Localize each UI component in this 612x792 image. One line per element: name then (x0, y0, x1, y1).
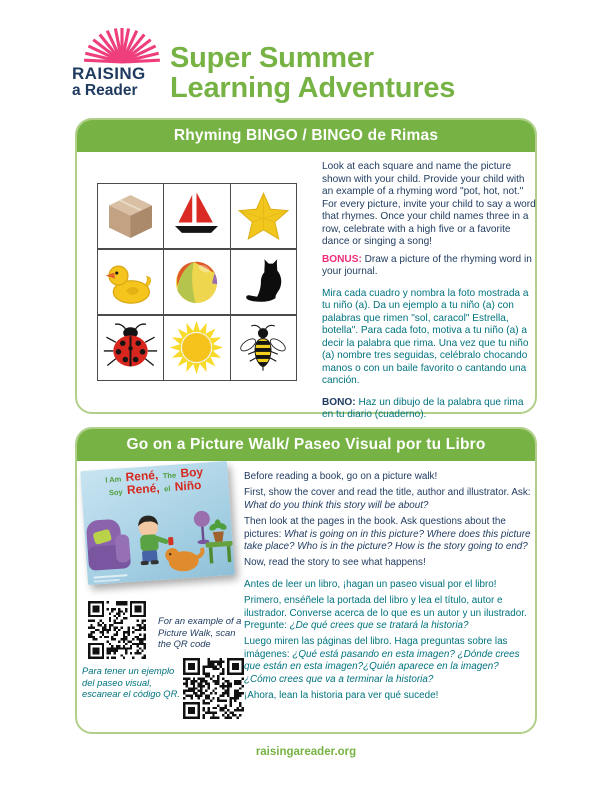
cover-title-word: The (162, 470, 177, 481)
bingo-grid (97, 183, 297, 381)
picture-walk-text (244, 471, 533, 707)
page-title-line2: Learning Adventures (170, 72, 456, 104)
bingo-cell-bee (231, 316, 296, 380)
walk-es-paragraph: Primero, enséñele la portada del libro y lea el título, autor e ilustrador. Converse acerca de lo que es un autor y un ilustrador. Pregunte: ¿De qué crees que se tratará la historia? (244, 595, 527, 632)
cover-title-word: Soy (108, 487, 123, 498)
cover-title-word: René, (125, 467, 159, 485)
book-cover-illustration (83, 495, 235, 585)
walk-en-paragraph: First, show the cover and read the title, author and illustrator. Ask: What do you think this story will be about? (244, 487, 531, 511)
bono-label: BONO: (322, 396, 356, 408)
walk-es-paragraph: Luego miren las páginas del libro. Haga preguntas sobre las imágenes: ¿Qué está pasando en esta imagen? ¿Dónde crees que están en esta imagen?¿Quién aparece en la imagen? ¿Cómo crees que va a terminar la historia? (244, 636, 520, 685)
bingo-bonus-note (322, 254, 537, 279)
logo-text-a-reader: a Reader (72, 82, 138, 99)
qr-code-english (88, 601, 146, 659)
bingo-cell-rubber-duck (98, 250, 163, 314)
bingo-cell-black-cat (231, 250, 296, 314)
ladybug-icon (103, 320, 158, 375)
logo-text-raising: RAISING (72, 64, 146, 83)
bingo-cell-ladybug (98, 316, 163, 380)
bonus-label: BONUS: (322, 253, 362, 265)
sun-icon (169, 320, 224, 375)
qr-code-spanish (183, 658, 244, 719)
cover-title-word: Niño (174, 477, 202, 494)
bingo-spanish-instructions: Mira cada cuadro y nombra la foto mostrada a tu niño (a). Da un ejemplo a tu niño (a) con palabras que rimen "sol, caracol" Estrella, botella". Para cada foto, motiva a tu niño (a) a decir la palabra que rima. Una vez que tu niño (a) nombre tres seguidas, celébralo chocando manos o con un baile favorito o cantando una canción. (322, 287, 529, 386)
cover-title-word: René, (126, 480, 161, 498)
cover-title-word: Boy (179, 464, 204, 481)
rhyming-bingo-text (322, 161, 537, 427)
bingo-cell-sailboat (164, 184, 229, 248)
walk-es-paragraph: ¡Ahora, lean la historia para ver qué sucede! (244, 690, 439, 702)
footer-url[interactable]: raisingareader.org (255, 746, 357, 758)
picture-walk-section-title: Go on a Picture Walk/ Paseo Visual por tu Libro (77, 429, 535, 461)
walk-es-paragraph: Antes de leer un libro, ¡hagan un paseo visual por el libro! (244, 578, 497, 590)
cover-title-word: I Am (105, 474, 122, 485)
black-cat-icon (236, 255, 291, 310)
bingo-english-instructions: Look at each square and name the picture shown with your child. Provide your child with an example of a rhyming word "pot, hot, not." For every picture, invite your child to say a word that rhymes. Once your child names three in a row, celebrate with a high five or a favorite dance or singing a song! (322, 161, 536, 247)
rubber-duck-icon (103, 255, 158, 310)
bingo-cell-beach-ball (164, 250, 229, 314)
walk-en-paragraph: Before reading a book, go on a picture walk! (244, 471, 438, 482)
walk-en-paragraph: Now, read the story to see what happens! (244, 557, 426, 569)
cover-title-word: el (163, 484, 171, 494)
bingo-cell-box (98, 184, 163, 248)
box-icon (103, 189, 158, 244)
walk-en-paragraph: Then look at the pages in the book. Ask questions about the pictures: What is going on in this picture? Where does this picture take place? Who is in the picture? How is the story going to end? (244, 516, 531, 553)
page-title (170, 43, 455, 103)
qr-caption-english: For an example of a Picture Walk, scan the QR code (158, 615, 242, 650)
page-title-line1: Super Summer (170, 42, 374, 74)
sailboat-icon (169, 189, 224, 244)
beach-ball-icon (169, 255, 224, 310)
bee-icon (238, 323, 288, 373)
rhyming-bingo-section-title: Rhyming BINGO / BINGO de Rimas (77, 120, 535, 152)
qr-caption-spanish: Para tener un ejemplo del paseo visual, escanear el código QR. (82, 665, 180, 700)
raising-a-reader-logo (72, 27, 182, 99)
sunburst-book-icon (83, 27, 161, 64)
star-icon (236, 189, 291, 244)
book-cover (80, 461, 235, 585)
bingo-cell-sun (164, 316, 229, 380)
bingo-bono-note (322, 397, 537, 422)
bonus-text: Draw a picture of the rhyming word in your journal. (322, 253, 532, 277)
bono-text: Haz un dibujo de la palabra que rima en tu diario (cuaderno). (322, 396, 524, 420)
bingo-cell-star (231, 184, 296, 248)
